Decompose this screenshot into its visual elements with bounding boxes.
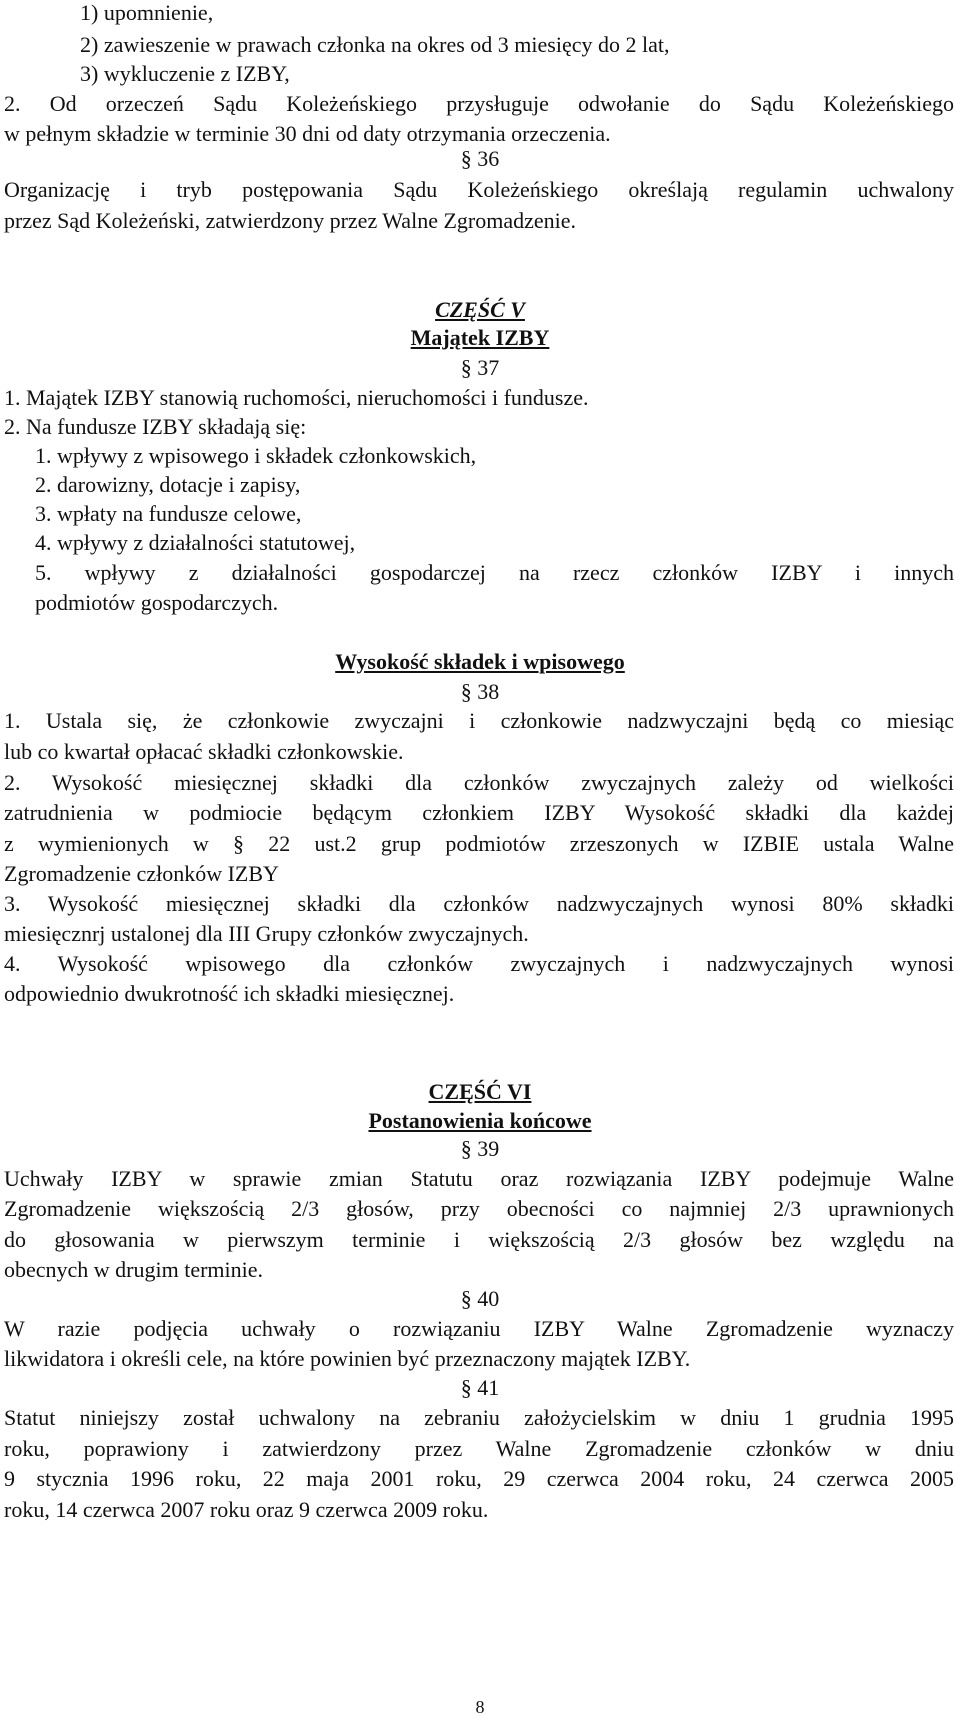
section-number: § 37 [460, 355, 500, 380]
list-item: 3) wykluczenie z IZBY, [80, 61, 290, 86]
paragraph-line: roku, poprawiony i zatwierdzony przez Walne Zgromadzenie członków w dniu [4, 1436, 954, 1461]
section-number: § 38 [460, 679, 500, 704]
section-number: § 41 [460, 1375, 500, 1400]
paragraph-line: obecnych w drugim terminie. [4, 1257, 264, 1282]
paragraph-line: lub co kwartał opłacać składki członkowskie. [4, 739, 404, 764]
paragraph-line: Uchwały IZBY w sprawie zmian Statutu oraz rozwiązania IZBY podejmuje Walne [4, 1166, 954, 1191]
part-title: CZĘŚĆ V [435, 297, 525, 322]
section-number: § 39 [460, 1136, 500, 1161]
paragraph-line: do głosowania w pierwszym terminie i większością 2/3 głosów bez względu na [4, 1227, 954, 1252]
list-item: 1) upomnienie, [80, 0, 214, 25]
paragraph-line: przez Sąd Koleżeński, zatwierdzony przez Walne Zgromadzenie. [4, 208, 576, 233]
paragraph-line: 4. Wysokość wpisowego dla członków zwyczajnych i nadzwyczajnych wynosi [4, 951, 954, 976]
list-item: 1. wpływy z wpisowego i składek członkowskich, [35, 443, 477, 468]
paragraph-line: Zgromadzenie większością 2/3 głosów, przy obecności co najmniej 2/3 uprawnionych [4, 1196, 954, 1221]
paragraph-line: z wymienionych w § 22 ust.2 grup podmiotów zrzeszonych w IZBIE ustala Walne [4, 831, 954, 856]
list-item: 2) zawieszenie w prawach członka na okres od 3 miesięcy do 2 lat, [80, 32, 670, 57]
paragraph-line: roku, 14 czerwca 2007 roku oraz 9 czerwca 2009 roku. [4, 1497, 489, 1522]
list-item: 2. darowizny, dotacje i zapisy, [35, 472, 301, 497]
paragraph-line: zatrudnienia w podmiocie będącym członkiem IZBY Wysokość składki dla każdej [4, 800, 954, 825]
part-title: CZĘŚĆ VI [428, 1079, 532, 1104]
paragraph-line: 2. Wysokość miesięcznej składki dla członków zwyczajnych zależy od wielkości [4, 770, 954, 795]
paragraph-line: Organizację i tryb postępowania Sądu Koleżeńskiego określają regulamin uchwalony [4, 177, 954, 202]
list-item: 5. wpływy z działalności gospodarczej na rzecz członków IZBY i innych [35, 560, 954, 585]
paragraph-line: 2. Na fundusze IZBY składają się: [4, 414, 307, 439]
page-number: 8 [475, 1697, 485, 1717]
paragraph-line: 3. Wysokość miesięcznej składki dla członków nadzwyczajnych wynosi 80% składki [4, 891, 954, 916]
paragraph-line: Statut niniejszy został uchwalony na zebraniu założycielskim w dniu 1 grudnia 1995 [4, 1405, 954, 1430]
part-subtitle: Postanowienia końcowe [368, 1108, 592, 1133]
list-item: podmiotów gospodarczych. [35, 590, 279, 615]
paragraph-line: 1. Ustala się, że członkowie zwyczajni i członkowie nadzwyczajni będą co miesiąc [4, 708, 954, 733]
paragraph-line: 1. Majątek IZBY stanowią ruchomości, nieruchomości i fundusze. [4, 385, 589, 410]
paragraph-line: likwidatora i określi cele, na które powinien być przeznaczony majątek IZBY. [4, 1346, 691, 1371]
section-heading: Wysokość składek i wpisowego [335, 649, 625, 674]
paragraph-line: w pełnym składzie w terminie 30 dni od daty otrzymania orzeczenia. [4, 121, 611, 146]
list-item: 4. wpływy z działalności statutowej, [35, 530, 356, 555]
paragraph-line: Zgromadzenie członków IZBY [4, 861, 279, 886]
paragraph-line: miesięcznrj ustalonej dla III Grupy członków zwyczajnych. [4, 921, 529, 946]
list-item: 3. wpłaty na fundusze celowe, [35, 501, 302, 526]
section-number: § 40 [460, 1286, 500, 1311]
paragraph-line: odpowiednio dwukrotność ich składki miesięcznej. [4, 981, 455, 1006]
paragraph-line: 9 stycznia 1996 roku, 22 maja 2001 roku, 29 czerwca 2004 roku, 24 czerwca 2005 [4, 1466, 954, 1491]
paragraph-line: W razie podjęcia uchwały o rozwiązaniu IZBY Walne Zgromadzenie wyznaczy [4, 1316, 954, 1341]
section-number: § 36 [460, 146, 500, 171]
paragraph-line: 2. Od orzeczeń Sądu Koleżeńskiego przysługuje odwołanie do Sądu Koleżeńskiego [4, 91, 954, 116]
part-subtitle: Majątek IZBY [410, 325, 550, 350]
